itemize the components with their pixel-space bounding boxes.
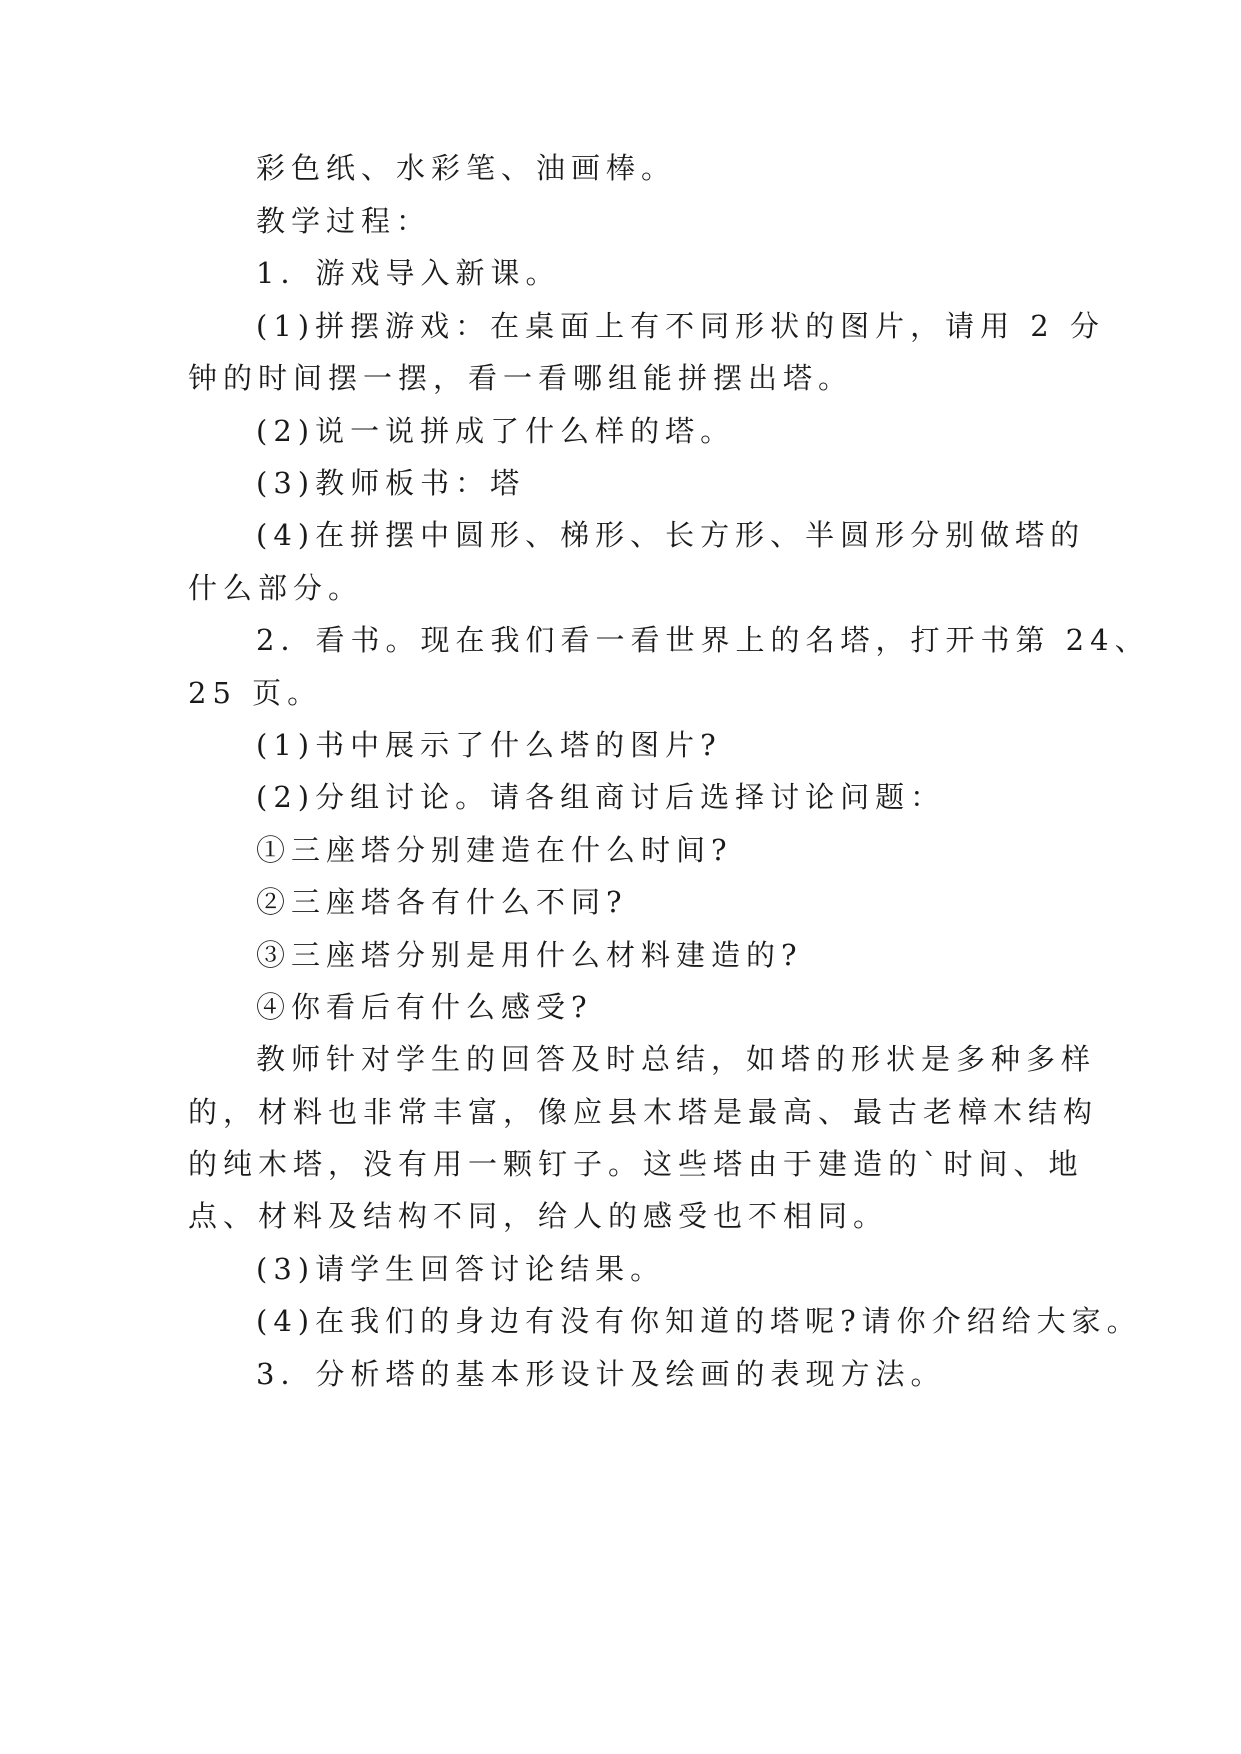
text-line: 点、材料及结构不同，给人的感受也不相同。 xyxy=(188,1199,889,1233)
text-line: 1．游戏导入新课。 xyxy=(256,256,561,290)
text-line: (2)说一说拼成了什么样的塔。 xyxy=(256,414,736,448)
text-line: 3．分析塔的基本形设计及绘画的表现方法。 xyxy=(256,1357,946,1391)
text-line: ③三座塔分别是用什么材料建造的? xyxy=(256,938,803,972)
text-line: (4)在拼摆中圆形、梯形、长方形、半圆形分别做塔的 xyxy=(256,518,1086,552)
text-line: 2．看书。现在我们看一看世界上的名塔，打开书第 24、 xyxy=(256,623,1150,657)
text-line: 什么部分。 xyxy=(188,571,364,605)
text-line: (4)在我们的身边有没有你知道的塔呢?请你介绍给大家。 xyxy=(256,1304,1142,1338)
text-line: 的纯木塔，没有用一颗钉子。这些塔由于建造的`时间、地 xyxy=(188,1147,1084,1181)
text-line: (1)书中展示了什么塔的图片? xyxy=(256,728,722,762)
text-line: 25 页。 xyxy=(188,676,323,710)
text-line: (1)拼摆游戏：在桌面上有不同形状的图片，请用 2 分 xyxy=(256,309,1105,343)
text-line: ①三座塔分别建造在什么时间? xyxy=(256,833,733,867)
text-line: 彩色纸、水彩笔、油画棒。 xyxy=(256,151,677,185)
text-line: (3)教师板书：塔 xyxy=(256,466,526,500)
text-line: (2)分组讨论。请各组商讨后选择讨论问题： xyxy=(256,780,946,814)
text-line: ②三座塔各有什么不同? xyxy=(256,885,628,919)
text-line: (3)请学生回答讨论结果。 xyxy=(256,1252,666,1286)
text-line: 钟的时间摆一摆，看一看哪组能拼摆出塔。 xyxy=(188,361,854,395)
text-line: ④你看后有什么感受? xyxy=(256,990,593,1024)
text-line: 教学过程： xyxy=(256,204,432,238)
text-line: 教师针对学生的回答及时总结，如塔的形状是多种多样 xyxy=(256,1042,1097,1076)
text-line: 的，材料也非常丰富，像应县木塔是最高、最古老樟木结构 xyxy=(188,1095,1099,1129)
